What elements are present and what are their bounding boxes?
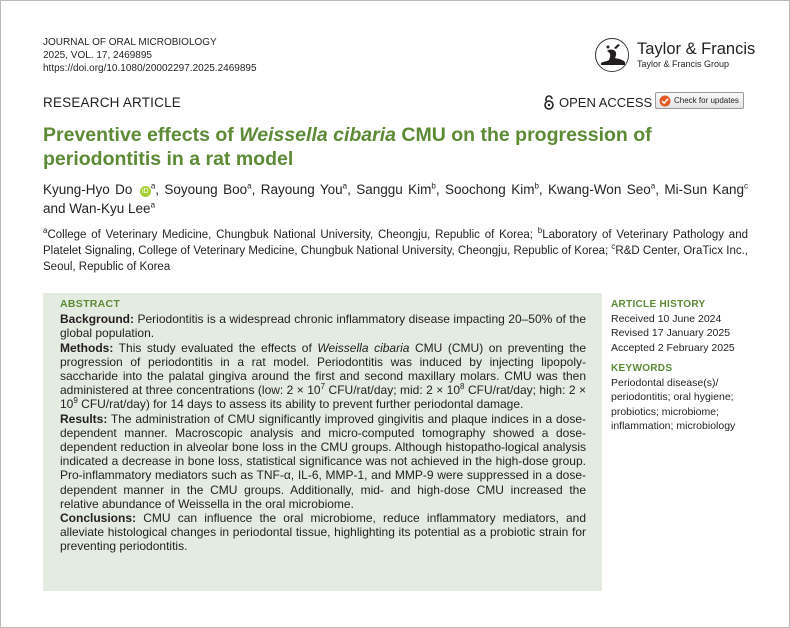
methods-text: CMU (CMU) on preventing the progression of periodontitis in a rat model. Periodontitis was induced by injecting lipopoly-saccharide into the palatal gingiva around the first and second maxillary molars. CMU was then administered at three concentrations (low: 2 × 10	[60, 340, 587, 398]
author-name[interactable]: , Kwang-Won Seo	[538, 182, 651, 197]
methods-exponent: 8	[460, 382, 465, 392]
check-updates-label: Check for updates	[674, 96, 739, 105]
results-text: The administration of CMU significantly improved gingivitis and plaque indices in a dose-dependent manner. Macroscopic analysis and micro-computed tomography showed a dose-dependent reduction in alveolar bone loss in the CMU groups. Although histopatho-logical analysis indicated a decrease in bone loss, statistical significance was not achieved in the high-dose group. Pro-inflammatory mediators such as TNF-α, IL-6, MMP-1, and MMP-9 were suppressed in a dose-dependent manner in the CMU groups. Additionally, mid- and high-dose CMU increased the relative abundance of Weissella in the oral microbiome.	[60, 411, 586, 511]
author-affil-mark: a	[150, 200, 156, 210]
affil-mark: b	[537, 226, 543, 236]
journal-name: JOURNAL OF ORAL MICROBIOLOGY	[43, 37, 217, 48]
methods-species: Weissella cibaria	[317, 340, 410, 355]
abstract-background	[60, 312, 586, 340]
author-name[interactable]: , Mi-Sun Kang	[655, 182, 744, 197]
conclusions-text: CMU can influence the oral microbiome, reduce inflammatory mediators, and alleviate histological changes in periodontal tissue, highlighting its potential as a probiotic strain for preventing periodontitis.	[60, 511, 586, 554]
abstract-heading: ABSTRACT	[60, 298, 121, 310]
journal-info	[43, 36, 257, 75]
article-history	[611, 298, 761, 355]
methods-exponent: 7	[320, 382, 326, 392]
article-type: RESEARCH ARTICLE	[43, 95, 181, 110]
affiliation-c: R&D Center, OraTicx Inc., Seoul, Republic of Korea	[43, 245, 748, 273]
author-affil-mark: b	[431, 181, 436, 191]
history-received: Received 10 June 2024	[611, 313, 722, 326]
author-name[interactable]: , Soyoung Boo	[155, 182, 248, 197]
affiliation-b: Laboratory of Veterinary Pathology and Platelet Signaling, College of Veterinary Medicine, Chungbuk National University, Cheongju, Republic of Korea;	[43, 229, 748, 257]
affil-mark: c	[611, 242, 616, 252]
keywords-heading: KEYWORDS	[611, 363, 673, 374]
title-text-end: CMU on the progression of periodontitis in a rat model	[43, 124, 652, 170]
author-affil-mark: a	[342, 181, 348, 191]
affiliation-a: College of Veterinary Medicine, Chungbuk National University, Cheongju, Republic of Korea;	[47, 229, 538, 241]
history-revised: Revised 17 January 2025	[611, 327, 731, 340]
conclusions-label: Conclusions:	[60, 511, 137, 526]
results-label: Results:	[60, 411, 108, 426]
author-affil-mark: c	[744, 181, 748, 191]
publisher-group: Taylor & Francis Group	[637, 59, 730, 69]
background-text: Periodontitis is a widespread chronic inflammatory disease impacting 20–50% of the global population.	[60, 312, 586, 341]
background-label: Background:	[60, 312, 135, 327]
author-list	[43, 180, 748, 218]
abstract-content	[60, 297, 586, 554]
methods-exponent: 9	[73, 396, 78, 406]
author-name[interactable]: and Wan-Kyu Lee	[43, 201, 151, 216]
author-affil-mark: a	[650, 181, 656, 191]
tf-logo-icon	[595, 38, 629, 72]
author-name[interactable]: , Sanggu Kim	[347, 182, 432, 197]
keywords-text: Periodontal disease(s)/ periodontitis; oral hygiene; probiotics; microbiome; inflammation; microbiology	[611, 377, 736, 432]
check-updates-button[interactable]	[655, 92, 744, 109]
history-heading: ARTICLE HISTORY	[611, 299, 706, 310]
methods-text: CFU/rat/day; high: 2 × 10	[60, 383, 587, 412]
author-name[interactable]: , Soochong Kim	[435, 182, 535, 197]
author-name[interactable]: , Rayoung You	[251, 182, 343, 197]
title-species: Weissella cibaria	[239, 124, 396, 146]
article-title	[43, 123, 743, 171]
publisher-logo[interactable]	[595, 38, 755, 72]
check-updates-icon	[659, 95, 671, 107]
affil-mark: a	[43, 226, 48, 236]
abstract-box	[43, 293, 602, 591]
open-access-text: OPEN ACCESS	[559, 95, 653, 110]
open-access-lock-icon	[543, 95, 555, 110]
publisher-name: Taylor & Francis	[637, 40, 756, 58]
methods-text: CFU/rat/day; mid: 2 × 10	[325, 383, 461, 398]
author-affil-mark: b	[534, 181, 539, 191]
journal-doi[interactable]: https://doi.org/10.1080/20002297.2025.2469895	[43, 63, 257, 74]
author-affil-mark: a	[247, 181, 252, 191]
history-accepted: Accepted 2 February 2025	[611, 341, 735, 354]
methods-text: CFU/rat/day) for 14 days to assess its ability to prevent further periodontal damage.	[77, 397, 524, 412]
abstract-conclusions	[60, 511, 586, 554]
keywords-section	[611, 362, 761, 433]
abstract-methods	[60, 341, 586, 412]
methods-label: Methods:	[60, 340, 114, 355]
title-text: Preventive effects of	[43, 124, 240, 146]
affiliations	[43, 227, 748, 275]
orcid-icon[interactable]: iD	[140, 186, 151, 197]
author-affil-mark: a	[150, 181, 156, 191]
abstract-results	[60, 412, 586, 511]
journal-volume: 2025, VOL. 17, 2469895	[43, 50, 152, 61]
author-name[interactable]: Kyung-Hyo Do	[43, 182, 133, 197]
methods-text: This study evaluated the effects of	[113, 340, 318, 355]
open-access-label	[543, 95, 652, 110]
